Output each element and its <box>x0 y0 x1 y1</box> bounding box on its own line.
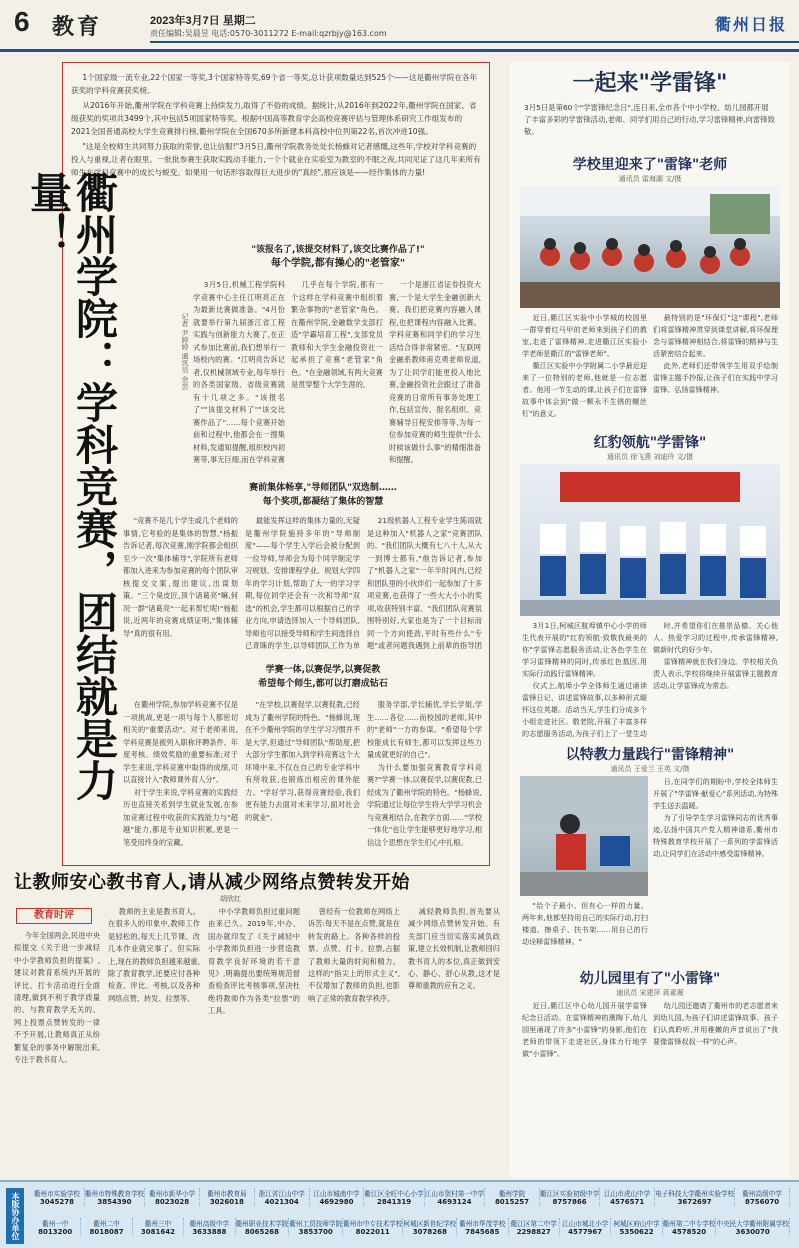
sponsor-name: 衢州一中 <box>42 1220 69 1228</box>
body-paragraph: 21级机器人工程专业学生陈雨就是这种加入"机器人之家"竞赛团队的。"我们团队大概有七八十人,从大一到博士都有,"他告诉记者,参加了"机器人之家"一年半时间内,已经和团队里的小伙伴们一起参加了十多项竞赛,也获得了一些大大小小的奖项,收获特别丰富。"我们团队竞赛氛围特别好,大家也是为了一个目标而同一个方向使劲,平时有些什么"专题"或者问题我遇到上前辈的指导团 <box>367 516 482 650</box>
section-name: 教育 <box>52 14 103 40</box>
newspaper-logo: 衢州日报 <box>714 15 787 34</box>
sponsor-phone: 3853700 <box>298 1228 333 1236</box>
sponsor-cell <box>735 1188 790 1206</box>
sponsor-phone: 8065268 <box>244 1228 279 1236</box>
sponsor-phone: 3672697 <box>677 1198 712 1206</box>
sponsor-name: 衢州学院 <box>498 1190 526 1198</box>
students-photo <box>520 464 780 616</box>
page-header <box>0 0 799 52</box>
sponsor-cell <box>611 1218 662 1236</box>
body-paragraph: 一个是浙江省证券投资大赛,一个是大学生金融创新大赛。我们把竞赛内容融入课程,也把课程内容融入比赛。学科竞赛和同学们的学习生活结合得非常紧密。"互联网金融系教师甫克勇老师说道,为了让同学们能更投入地比赛,金融投资社会跟过了准备竞赛的日常所有事务处理工作,包括宣传、报名组织、竞赛辅导日程安排等等,为每一位参加竞赛的师生提供"什么时候该做什么事"的精细准备和提醒。 <box>389 280 481 464</box>
right-column <box>510 62 790 1178</box>
body-paragraph: 近日,衢江区实验中小学城的校园里一群穿着红马甲的老师来到孩子们的教室,走进了雷锋精神,走进衢江区实验小学老师是衢江的"雷锋老师"。 <box>522 313 647 358</box>
story-byline: 通讯员 徐飞燕 刘迪玲 文/摄 <box>606 453 694 461</box>
sponsor-cell <box>560 1218 611 1236</box>
sponsor-name: 衢州市教育局 <box>207 1190 247 1198</box>
sponsor-tag: 本版协办单位 <box>6 1188 24 1244</box>
sponsor-name: 中央民大学衢州附属学校 <box>716 1220 789 1228</box>
sponsor-name: 衢江区全旺中心小学 <box>364 1190 424 1198</box>
sponsor-phone: 3081642 <box>140 1228 176 1236</box>
sponsor-phone: 4577967 <box>568 1228 603 1236</box>
sponsor-cell <box>364 1188 424 1206</box>
feature-title: 一起来"学雷锋" <box>572 71 728 96</box>
subheading: 赛前集体畅享,"导师团队"双选制…… <box>249 483 397 493</box>
body-paragraph: "竞赛不是几个学生或几个老师的事情,它考验的是集体的智慧,"杨振告诉记者,每次竞赛,刚学院都会组织至少一次"集体辅导",学院所有老师都加入进来为参加竞赛的每个团队审核提交文案,提出建议,出谋划策。"三个臭皮匠,顶个诸葛亮"嘛,何况一群"诸葛亮"一起来帮忙呢!"杨振说,近两年的竞赛成绩证明,"集体辅导"真的很有用。 <box>123 516 238 638</box>
page-number: 6 <box>14 6 30 37</box>
sponsor-phone: 4693124 <box>437 1198 472 1206</box>
story-title: 学校里迎来了"雷锋"老师 <box>572 157 728 173</box>
sponsor-cell <box>184 1218 235 1236</box>
sponsor-name: 衢州市实验学校 <box>33 1190 80 1198</box>
sponsor-phone: 3026018 <box>209 1198 244 1206</box>
body-paragraph: 教师的主业是教书育人。在很多人的印象中,教师工作是轻松的,每天上几节课、改几本作业就完事了。但实际上,现在的教师负担越来越重,除了教育教学,还要应付各种检查、评比、考核,以及各种网络点赞、转发、拉票等。 <box>108 907 200 1003</box>
sponsor-phone: 4692980 <box>319 1198 354 1206</box>
sponsor-name: 衢州第二中专学校 <box>662 1220 716 1228</box>
sponsor-cell <box>540 1188 600 1206</box>
subheading: 希望每个师生,都可以打磨成钻石 <box>258 679 388 689</box>
sponsor-cell <box>403 1218 457 1236</box>
subheading: 每个奖项,都凝结了集体的智慧 <box>262 497 384 507</box>
sponsor-cell <box>255 1188 310 1206</box>
sponsor-name: 衢州三中 <box>144 1220 172 1228</box>
body-paragraph: 为什么要加强竞赛教育学科竞赛?"学赛一体,以赛促学,以赛促教,已经成为了衢州学院的特色。"杨蜂说,学院通过让每位学生将大学学习机会与竞赛相结合,在教学方面……"学校一体化"也让学生能够更好地学习,相信这个思想在学生们心中扎根。 <box>367 762 482 847</box>
sponsor-phone: 3045278 <box>39 1198 74 1206</box>
story-title: 红豹领航"学雷锋" <box>593 435 707 451</box>
sponsor-phone: 3078268 <box>412 1228 447 1236</box>
main-headline: 衢州学院：学科竞赛，团结就是力量！ <box>24 171 119 801</box>
intro-paragraph: 1个国家级一流专业,22个国家一等奖,3个国家特等奖,69个省一等奖,总计获项数量达到525个——这是衢州学院在各年获奖的学科竞赛获奖榜。 <box>71 73 478 95</box>
sponsor-cell <box>600 1188 655 1206</box>
sponsor-phone: 8022011 <box>355 1228 390 1236</box>
sponsor-name: 江山市城南中学 <box>313 1190 360 1198</box>
sponsor-phone: 8756070 <box>745 1198 780 1206</box>
sponsor-phone: 4576571 <box>610 1198 645 1206</box>
body-paragraph: 3月1日,柯城区航埠镇中心小学的师生代表开展的"红豹领航·致敬我最美的你"学雷锋志愿服务活动,让各色学生在学习雷锋精神的同时,传承红色基因,用实际行动践行雷锋精神。 <box>522 621 647 678</box>
sponsor-footer <box>0 1180 799 1248</box>
body-paragraph: 近日,衢江区中心幼儿园开展学雷锋纪念日活动。在雷锋精神的熏陶下,幼儿园里涌现了许多"小雷锋"的身影,他们在老师的带领下走进社区,身体力行地学做"小雷锋"。 <box>522 1001 647 1058</box>
body-paragraph: 雷锋精神就在我们身边。学校相关负责人表示,学校将继续开展雷锋主题教育活动,让学雷锋成为常态。 <box>653 657 778 690</box>
body-paragraph: 服务学部,学长辅优,学长学姐,学生……各位……而校园的老师,其中的"老师"一方的参谋。"希望每个学校能成长有师生,都可以发挥这些力量成就更好的自己"。 <box>367 700 482 759</box>
sponsor-cell <box>30 1218 81 1236</box>
sponsor-cell <box>133 1218 184 1236</box>
subheading: 学赛一体,以赛促学,以赛促教 <box>265 665 381 675</box>
commentary-tag <box>16 908 92 924</box>
sponsor-phone: 8018087 <box>89 1228 124 1236</box>
sponsor-phone: 7845685 <box>465 1228 500 1236</box>
sponsor-phone: 3854390 <box>97 1198 132 1206</box>
header-rule <box>150 41 799 43</box>
sponsor-cell <box>509 1218 560 1236</box>
sponsor-name: 衢州市特殊教育学校 <box>84 1190 145 1198</box>
sponsor-phone: 8015257 <box>494 1198 530 1206</box>
sponsor-name: 柯城区新世纪学校 <box>403 1220 457 1228</box>
intro-paragraph: "这是全校师生共同努力获取的荣誉,也让信服!"3月5日,衢州学院教务处处长杨蜂对记者感慨,这些年,学校对学科竞赛的投入与重视,让者在眼里。一批批参赛生获取实践动手能力,一个个就业在实验室为教室的不眠之夜,共同见证了这几年来所有师生在学科竞赛中的成长与蜕变。如果用一句话形容取得巨大进步的"真经",那应该是——经作集体的力量! <box>71 142 481 177</box>
subheading: 每个学院,都有操心的"老管家" <box>270 258 406 269</box>
classroom-photo <box>520 186 780 308</box>
sponsor-name: 衢江区实验初级中学 <box>539 1190 600 1198</box>
body-paragraph: 幼儿园还邀请了衢州市的老志愿者来到幼儿园,为孩子们讲述雷锋故事。孩子们认真聆听,并用稚嫩的声音说出了"我要像雷锋叔叔一样"的心声。 <box>653 1001 778 1046</box>
body-paragraph: 在衢州学院,参加学科竞赛不仅是一项挑战,更是一项与每个人都密切相关的"重要活动"。对于老师来说,学科竞赛是被列入职称评聘条件、年度考核、绩效奖励的重要标准;对于学生来说,学科竞赛中取得的成绩,可以直接计入"教师课外育人分"。 <box>123 700 238 784</box>
sponsor-phone: 3630070 <box>735 1228 770 1236</box>
body-paragraph: 曾经有一位教师在网络上诉苦:每天不是在点赞,就是在转发的路上。各种各样的投票、点赞、打卡、拉票,占据了教师大量的时间和精力。这样的"指尖上的形式主义",不仅增加了教师的负担,也影响了正常的教育教学秩序。 <box>308 907 400 1003</box>
commentary-headline: 让教师安心教书育人,请从减少网络点赞转发开始 <box>14 872 410 893</box>
body-paragraph: "在学校,以赛促学,以赛促教,已经成为了衢州学院的特色。"杨蜂说,现在不少衢州学院的学生学习习惯并不是大学,但通过"导师团队"帮助度,把大部分学生都加入到学科竞赛这个大环境中来,不仅在自己的专业学科中有所收获,也锻炼出相应的课外能力。"学好学习,获得竞赛经验,我们更有能力去面对未来学习,面对社会的就业"。 <box>245 700 360 822</box>
body-paragraph: 此外,老师们还带领学生用双手绘制雷锋主题手抄报,让孩子们在实践中学习雷锋、弘扬雷锋精神。 <box>653 361 778 394</box>
sponsor-cell <box>716 1218 790 1236</box>
body-paragraph: 时,并希望你们在推崇品德、关心他人、热爱学习的过程中,传承雷锋精神,做新时代的好少年。 <box>653 621 778 654</box>
commentary-author: 胡欣红 <box>220 895 241 903</box>
body-paragraph: 3月5日,机械工程学院科学竞赛中心主任江明亮正在为最新比赛做准备。"4月份就要举行第九届浙江省工程实践与创新能力大赛了,在正式参加比赛前,我们想举行一场校内的赛。"江明亮告诉记者,仅机械领域专业,每年举行的各类国家级、省级竞赛就有十几项之多。"该报名了""该提交材料了""该交比赛作品了"……每个竞赛开始前和过程中,他都会在一搜集材料,发通知提醒,组织校内初赛等,事无巨细,而在学科竞赛 <box>193 280 285 464</box>
body-paragraph: 今年全国两会,民进中央拟提交《关于进一步减轻中小学教师负担的提案》,建议对教育系统内开展的评比、打卡活动进行全面清理,做到不利于教学质量的、与教育教学无关的、网上投票点赞转发的一律不予开展,让教师真正从纷繁复杂的事务中解脱出来,专注于教书育人。 <box>14 931 100 1065</box>
sponsor-row <box>30 1188 790 1206</box>
sponsor-phone: 4021304 <box>264 1198 299 1206</box>
story-title: 幼儿园里有了"小雷锋" <box>579 971 721 987</box>
sponsor-name: 衢州高级中学 <box>189 1220 230 1228</box>
body-paragraph: 日,在同学们的期盼中,学校全体师生开展了"学雷锋·献爱心"系列活动,为特殊学生送去温暖。 <box>653 777 778 810</box>
feature-intro: 3月5日是第60个"学雷锋纪念日",连日来,全市各个中小学校、幼儿园都开展了丰富多彩的学雷锋活动,老师、同学们用自己的行动,学习雷锋精神,向雷锋致敬。 <box>524 103 775 136</box>
body-paragraph: 对于学生来说,学科竞赛的实践经历也直接关系到学生就业发展,在参加竞赛过程中收获的实践能力与"超越"能力,都是专业知识积累,更是一笔受用终身的宝藏。 <box>123 787 238 847</box>
sponsor-name: 衢州职业技术学院 <box>235 1220 289 1228</box>
sponsor-name: 江山市虎山中学 <box>604 1190 651 1198</box>
sponsor-cell <box>236 1218 290 1236</box>
commentary-tag-label: 教育时评 <box>34 910 74 921</box>
sponsor-name: 江山市贺村第一中学 <box>424 1190 485 1198</box>
sponsor-phone: 2841319 <box>377 1198 412 1206</box>
sponsor-name: 衢州工贸技师学院 <box>289 1220 343 1228</box>
sponsor-cell <box>343 1218 403 1236</box>
sponsor-name: 衢州市中专技术学校 <box>343 1220 403 1228</box>
sponsor-cell <box>425 1188 485 1206</box>
sponsor-name: 柯城区府山中学 <box>613 1220 660 1228</box>
body-paragraph: 几乎在每个学院,都有一个这样在学科竞赛中组织着繁杂事物的"老管家"角色。在衢州学院,金融数学支部打造"学霸培育工程",支部党员教师和大学生金融投资社一起承担了竞赛"老管家"角色。"在金融领域,有两大竞赛是贯穿整个大学生涯的, <box>291 280 383 389</box>
sponsor-cell <box>485 1188 540 1206</box>
body-paragraph: 中小学教师负担过重问题由来已久。2019年,中办、国办就印发了《关于减轻中小学教师负担进一步营造教育教学良好环境的若干意见》,明确提出要统筹规范督查检查评比考核事项,坚决杜绝将教师作为各类"拉票"的工具。 <box>208 907 300 1016</box>
story-byline: 通讯员 王爱兰 王英 文/摄 <box>610 765 690 773</box>
body-paragraph: 减轻教师负担,首先要从减少网络点赞转发开始。有关部门应当切实落实减负政策,建立长效机制,让教师回归教书育人的本位,真正做到安心、静心、舒心从教,这才是尊师重教的应有之义。 <box>408 907 500 991</box>
sponsor-phone: 3633888 <box>192 1228 227 1236</box>
issue-date: 2023年3月7日 星期二 <box>150 15 256 27</box>
main-article <box>24 62 490 866</box>
sponsor-cell <box>655 1188 735 1206</box>
sponsor-name: 衢州市华茂学校 <box>459 1220 506 1228</box>
story-title: 以特教力量践行"雷锋精神" <box>565 747 735 763</box>
sponsor-cell <box>289 1218 343 1236</box>
story-byline: 通讯员 雷海湖 文/摄 <box>618 175 682 183</box>
body-paragraph: "给个子最小、但有心一样的力量。两年来,他都坚持用自己的实际行动,打扫楼道、擦桌子、扶书架……用自己的行动诠释雷锋精神。" <box>522 901 648 946</box>
sponsor-phone: 2298827 <box>516 1228 551 1236</box>
intro-paragraph: 从2016年开始,衢州学院在学科竞赛上持续发力,取得了不俗的成绩。据统计,从2016年到2022年,衢州学院在国家、省级获奖的奖项共3499个,其中包括5项国家特等奖。根据中国高等教育学会高校竞赛评估与管理体系研究工作组发布的2021全国普通高校大学生竞赛排行榜,衢州学院在全国670多所新建本科高校中位列第22名,首次冲进10强。 <box>71 101 477 136</box>
sponsor-cell <box>310 1188 365 1206</box>
sponsor-row <box>30 1218 790 1236</box>
sponsor-name: 衢州市新华小学 <box>148 1190 196 1198</box>
sponsor-phone: 4578520 <box>672 1228 707 1236</box>
sponsor-cell <box>200 1188 255 1206</box>
sponsor-cell <box>457 1218 508 1236</box>
sponsor-phone: 8013200 <box>38 1228 73 1236</box>
sponsor-phone: 5350622 <box>619 1228 654 1236</box>
body-paragraph: 最特别的是"环保灯"这"课程",老师们将雷锋精神贯穿到课堂讲解,将环保理念与雷锋精神相结合,将雷锋的精神与生活紧密结合起来。 <box>653 313 778 358</box>
sponsor-name: 江山市城北小学 <box>562 1220 609 1228</box>
sponsor-cell <box>663 1218 717 1236</box>
sponsor-phone: 8023028 <box>155 1198 190 1206</box>
story-byline: 通讯员 宋建萍 蒋素薇 <box>616 989 684 997</box>
article-byline: 记者 尹婷婷 通讯员 余芸 <box>181 313 189 390</box>
sponsor-name: 衢州高级中学 <box>742 1190 782 1198</box>
body-paragraph: 衢江区实验中小学附属二小学最近迎来了一位特别的老师,他就是一位志愿者。他用一节生动的课,让孩子们在雷锋故事中体会到"做一颗永不生锈的螺丝钉"的意义。 <box>522 361 647 418</box>
sponsor-phone: 8757866 <box>552 1198 587 1206</box>
body-paragraph: 为了引导学生学习雷锋同志的优秀事迹,弘扬中国共产党人精神谱系,衢州市特殊教育学校开展了一系列的学雷锋活动,让同学们在活动中感受雷锋精神。 <box>653 813 778 858</box>
sponsor-name: 电子科技大学衢州实验学校 <box>655 1190 735 1198</box>
body-paragraph: 仪式上,航埠小学全体师生通过诵读雷锋日记、讲述雷锋故事,以多种形式缅怀这位英雄。活动当天,学生们分成多个小组走进社区、敬老院,开展了丰富多样的志愿服务活动,为孩子们上了一堂生动 <box>522 681 647 738</box>
sponsor-cell <box>30 1188 85 1206</box>
sponsor-name: 浙江省江山中学 <box>258 1190 305 1198</box>
editor-info: 责任编辑:吴晨昱 电话:0570-3011272 E-mail:qzrbjy@163.com <box>150 29 387 38</box>
sponsor-cell <box>145 1188 200 1206</box>
sponsor-name: 衢州二中 <box>93 1220 120 1228</box>
sponsor-cell <box>81 1218 132 1236</box>
cleaning-photo <box>520 776 648 896</box>
sponsor-cell <box>85 1188 145 1206</box>
sponsor-name: 衢江区第二中学 <box>510 1220 557 1228</box>
article-intro <box>71 71 481 181</box>
subheading-quote: "该报名了,该提交材料了,该交比赛作品了!" <box>251 245 425 255</box>
body-paragraph: 最能发挥这样的集体力量的,无疑是衢州学院施持多年的"导师制度"——每个学生入学后会被分配到一位导师,导师会为每个同学制定学习规划、安排课程学业、规划大学四年的学习计划,帮助了大一的学习学期,每位同学还会有一次和导师"双选"的机会,学生都可以根据自己的学业方向,申请选择加入一个导师团队,导师也可以接受导师和学生间选择自己青睐的学生,以导师团队工作为单 <box>245 516 360 650</box>
